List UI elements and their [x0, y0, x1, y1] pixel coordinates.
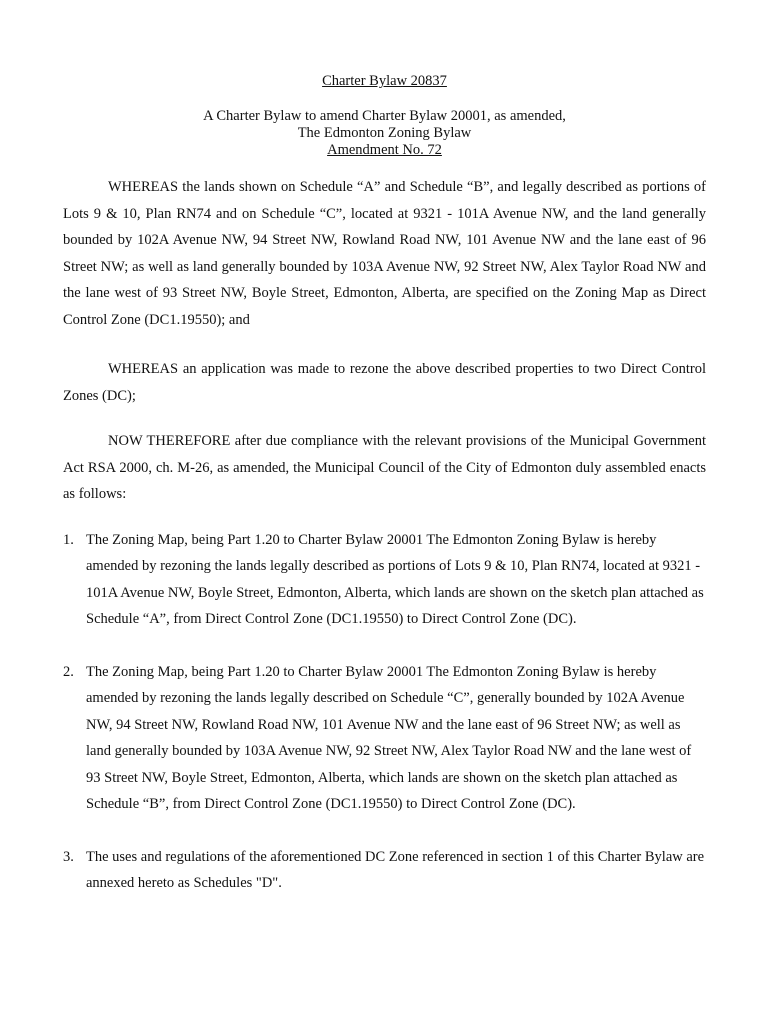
- list-item: [63, 844, 706, 897]
- amendment-number: Amendment No. 72: [327, 142, 442, 158]
- bylaw-title: Charter Bylaw 20837: [322, 73, 447, 89]
- whereas-paragraph-2: WHEREAS an application was made to rezone the above described properties to two Direct Control Zones (DC);: [63, 361, 706, 404]
- bylaw-subtitle: [63, 108, 706, 159]
- enactment-list: [63, 527, 706, 897]
- list-item-number: 2.: [63, 663, 74, 680]
- list-item-number: 3.: [63, 848, 74, 865]
- list-item-text: The Zoning Map, being Part 1.20 to Charter Bylaw 20001 The Edmonton Zoning Bylaw is hereby amended by rezoning the lands legally described as portions of Lots 9 & 10, Plan RN74, located at 9321 - 101A Avenue NW, Boyle Street, Edmonton, Alberta, which lands are shown on the sketch plan attached as Schedule “A”, from Direct Control Zone (DC1.19550) to Direct Control Zone (DC).: [86, 531, 704, 627]
- subtitle-line-1: A Charter Bylaw to amend Charter Bylaw 20001, as amended,: [203, 108, 566, 124]
- list-item-text: The uses and regulations of the aforementioned DC Zone referenced in section 1 of this Charter Bylaw are annexed hereto as Schedules "D".: [86, 848, 705, 891]
- list-item-number: 1.: [63, 531, 74, 548]
- list-item-text: The Zoning Map, being Part 1.20 to Charter Bylaw 20001 The Edmonton Zoning Bylaw is hereby amended by rezoning the lands legally described on Schedule “C”, generally bounded by 102A Avenue NW, 94 Street NW, Rowland Road NW, 101 Avenue NW and the lane east of 96 Street NW; as well as land generally bounded by 103A Avenue NW, 92 Street NW, Alex Taylor Road NW and the lane west of 93 Street NW, Boyle Street, Edmonton, Alberta, which lands are shown on the sketch plan attached as Schedule “B”, from Direct Control Zone (DC1.19550) to Direct Control Zone (DC).: [86, 663, 692, 812]
- list-item: [63, 659, 706, 818]
- document-page: [63, 72, 706, 897]
- list-item: [63, 527, 706, 633]
- subtitle-line-2: The Edmonton Zoning Bylaw: [297, 125, 472, 141]
- now-therefore-paragraph: NOW THEREFORE after due compliance with the relevant provisions of the Municipal Government Act RSA 2000, ch. M-26, as amended, the Municipal Council of the City of Edmonton duly assembled enacts as follows:: [63, 433, 706, 502]
- whereas-paragraph-1: WHEREAS the lands shown on Schedule “A” and Schedule “B”, and legally described as portions of Lots 9 & 10, Plan RN74 and on Schedule “C”, located at 9321 - 101A Avenue NW, and the land generally bounded by 102A Avenue NW, 94 Street NW, Rowland Road NW, 101 Avenue NW and the lane east of 96 Street NW; as well as land generally bounded by 103A Avenue NW, 92 Street NW, Alex Taylor Road NW and the lane west of 93 Street NW, Boyle Street, Edmonton, Alberta, are specified on the Zoning Map as Direct Control Zone (DC1.19550); and: [63, 179, 706, 328]
